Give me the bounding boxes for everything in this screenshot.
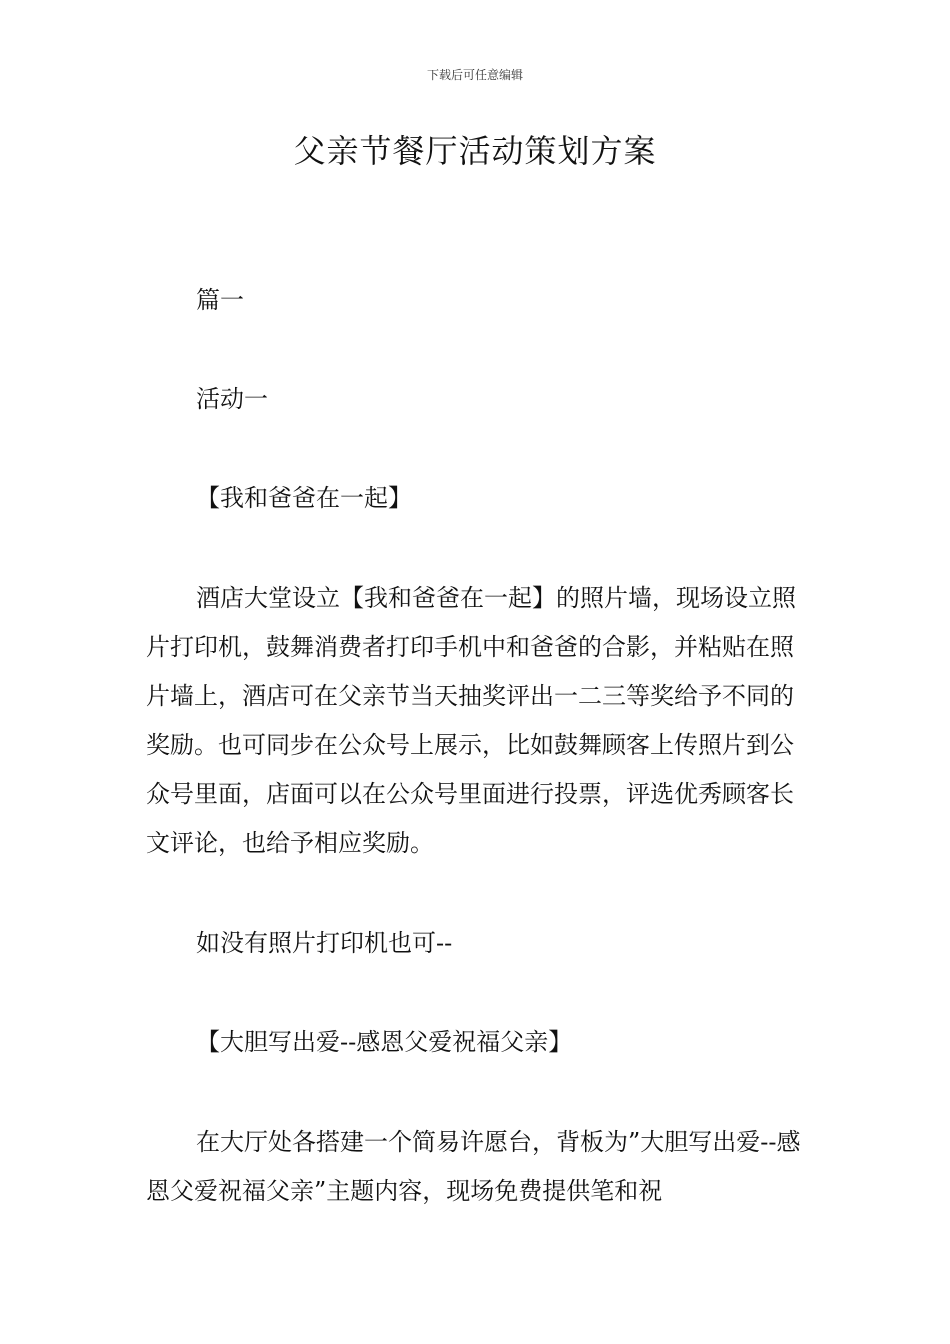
paragraph-wish-platform: 在大厅处各搭建一个简易许愿台，背板为”大胆写出爱--感恩父爱祝福父亲”主题内容，现场免费提供笔和祝: [146, 1128, 801, 1205]
paragraph-alternative: 如没有照片打印机也可--: [196, 929, 453, 957]
paragraph-activity-title: 【我和爸爸在一起】: [196, 484, 412, 512]
paragraph-activity-label: 活动一: [196, 385, 268, 413]
paragraph-photo-wall: 酒店大堂设立【我和爸爸在一起】的照片墙，现场设立照片打印机，鼓舞消费者打印手机中和爸爸的合影，并粘贴在照片墙上，酒店可在父亲节当天抽奖评出一二三等奖给予不同的奖励。也可同步在公众号上展示，比如鼓舞顾客上传照片到公众号里面，店面可以在公众号里面进行投票，评选优秀顾客长文评论，也给予相应奖励。: [146, 584, 796, 857]
paragraph-section-label: 篇一: [196, 286, 244, 314]
document-title: 父亲节餐厅活动策划方案: [293, 132, 657, 170]
header-note: 下载后可任意编辑: [426, 68, 523, 82]
paragraph-alt-title: 【大胆写出爱--感恩父爱祝福父亲】: [196, 1028, 573, 1056]
